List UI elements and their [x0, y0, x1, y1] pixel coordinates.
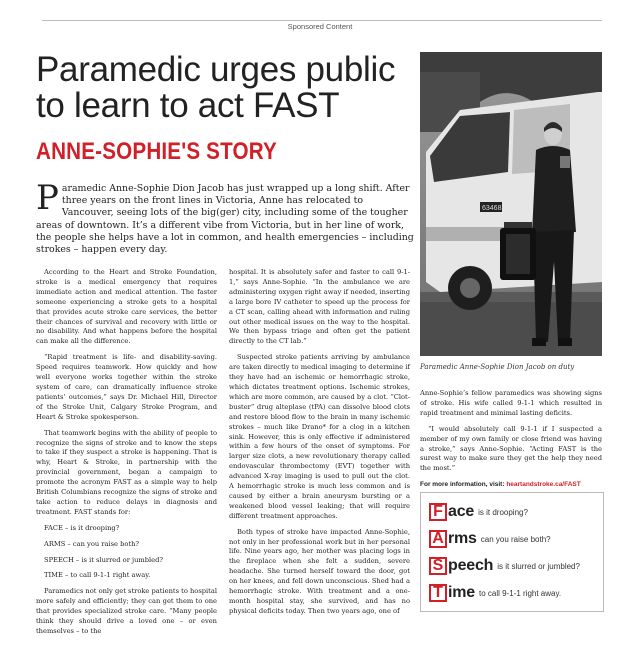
body-paragraph: “I would absolutely call 9-1-1 if I suspected a member of my own family or close friend was having a stroke,” says Anne-Sophie. “Acting FAST is the surest way to make sure they get the help they need the most.”: [420, 424, 602, 473]
kicker-title: ANNE-SOPHIE'S STORY: [36, 138, 278, 165]
body-paragraph: Anne-Sophie’s fellow paramedics was showing signs of stroke. His wife called 9-1-1 which resulted in rapid treatment and minimal lasting deficits.: [420, 389, 602, 417]
fast-question-arms: can you raise both?: [480, 534, 551, 544]
body-paragraph: Suspected stroke patients arriving by ambulance are taken directly to medical imaging to determine if they have had an ischemic or hemorrhagic stroke, which dictates treatment options. Ischemic strokes, which are more common, are caused by a clot. “Clot-buster” drug alteplase (tPA) can dissolve blood clots and restore blood flow to the brain in many ischemic strokes – much like Drano* for a clog in a kitchen sink. However, this is only effective if administered within a few hours of the onset of symptoms. For larger size clots, a new revolutionary therapy called endovascular thrombectomy (EVT) together with advanced X-ray imaging is used to pull out the clot. A hemorrhagic stroke is much less common and is caused by either a brain aneurysm bursting or a weakened blood vessel leaking; that will require different treatment approaches.: [229, 353, 410, 520]
fast-acronym-box: [420, 492, 604, 612]
body-paragraph: Paramedics not only get stroke patients to hospital more safely and efficiently; they can get them to one that provides specialized stroke care. “Many people think they should drive a loved one – or even themselves – to the: [36, 587, 217, 635]
body-paragraph: Both types of stroke have impacted Anne-Sophie, not only in her professional work but in her personal life. Nine years ago, her mother was placing logs in the fireplace when she felt a sudden, severe headache. She turned herself toward the door, got on her knees, and fell down unconscious. Shed had a hemorrhagic stroke. With treatment and a one-month hospital stay, she survived, and has no physical deficits today. Then two years ago, one of: [229, 527, 410, 615]
sponsored-header: [0, 14, 640, 33]
fast-row-arms: [429, 528, 551, 550]
fast-list-item: FACE – is it drooping?: [44, 523, 120, 532]
heartandstroke-link[interactable]: heartandstroke.ca/FAST: [506, 481, 581, 489]
fast-question-time: to call 9-1-1 right away.: [478, 588, 562, 598]
article-column-2: [229, 268, 410, 623]
photo-caption: Paramedic Anne-Sophie Dion Jacob on duty: [420, 363, 575, 371]
fast-list-item: ARMS – can you raise both?: [44, 539, 140, 548]
intro-text: aramedic Anne-Sophie Dion Jacob has just wrapped up a long shift. After three years on the front lines in Victoria, Anne has relocated to Vancouver, seeing lots of the big(ger) city, including some of the tougher areas of downtown. It’s a different vibe from Victoria, but in her line of work, the people she helps have a lot in common, and health emergencies – including strokes – happen every day.: [36, 183, 414, 256]
fast-word-arms: rms: [448, 530, 477, 547]
fast-row-face: [429, 501, 528, 523]
more-info-line: [420, 480, 602, 490]
fast-word-face: ace: [448, 503, 475, 520]
fast-row-time: [429, 582, 561, 604]
sponsored-label: Sponsored Content: [280, 22, 361, 31]
fast-question-face: is it drooping?: [478, 507, 528, 517]
truck-number-label: 63468: [482, 205, 502, 212]
fast-letter-s: S: [429, 557, 447, 575]
body-paragraph: That teamwork begins with the ability of people to recognize the signs of stroke and to know the steps to take if they suspect a stroke is happening. That is why, Heart & Stroke, in partnership with the provincial government, began a campaign to promote the acronym FAST as a simple way to help British Columbians recognize the signs of stroke and take action to reduce delays in diagnosis and treatment. FAST stands for:: [36, 428, 217, 516]
body-paragraph: According to the Heart and Stroke Foundation, stroke is a medical emergency that requires immediate action and medical attention. The faster someone experiencing a stroke gets to a hospital that provides acute stroke care services, the better their chances of survival and recovery with little or no disability. And what happens before the hospital can make all the difference.: [36, 268, 217, 346]
fast-word-speech: peech: [448, 557, 494, 574]
more-info-prefix: For more information, visit:: [420, 481, 507, 489]
body-paragraph: hospital. It is absolutely safer and faster to call 9-1-1,” says Anne-Sophie. “In the ambulance we are administering oxygen right away if needed, inserting a large bore IV catheter to speed up the process for a CT scan, calling ahead with information and ruling out other medical issues on the way to the hospital. We then bypass triage and often get the patient directly to the CT lab.”: [229, 268, 410, 346]
photo-illustration: [420, 52, 602, 356]
fast-letter-a: A: [429, 530, 447, 548]
fast-letter-f: F: [429, 503, 447, 521]
fast-question-speech: is it slurred or jumbled?: [497, 561, 580, 571]
fast-list-item: TIME – to call 9-1-1 right away.: [44, 571, 151, 580]
fast-list-item: SPEECH – is it slurred or jumbled?: [44, 555, 163, 564]
article-column-3: [420, 389, 602, 496]
article-column-1: [36, 268, 217, 643]
fast-row-speech: [429, 555, 580, 577]
headline: Paramedic urges public to learn to act FAST: [36, 50, 396, 125]
fast-word-time: ime: [448, 584, 475, 601]
body-paragraph: “Rapid treatment is life- and disability-saving. Speed requires teamwork. How quickly and how well everyone works together within the stroke system of care, can dramatically influence stroke patients’ outcomes,” says Dr. Michael Hill, Director of the Stroke Unit, Calgary Stroke Program, and Heart & Stroke spokesperson.: [36, 353, 217, 421]
fast-letter-t: T: [429, 584, 447, 602]
paramedic-photo: [420, 52, 602, 356]
intro-paragraph: [36, 178, 416, 256]
drop-cap: P: [36, 178, 59, 218]
